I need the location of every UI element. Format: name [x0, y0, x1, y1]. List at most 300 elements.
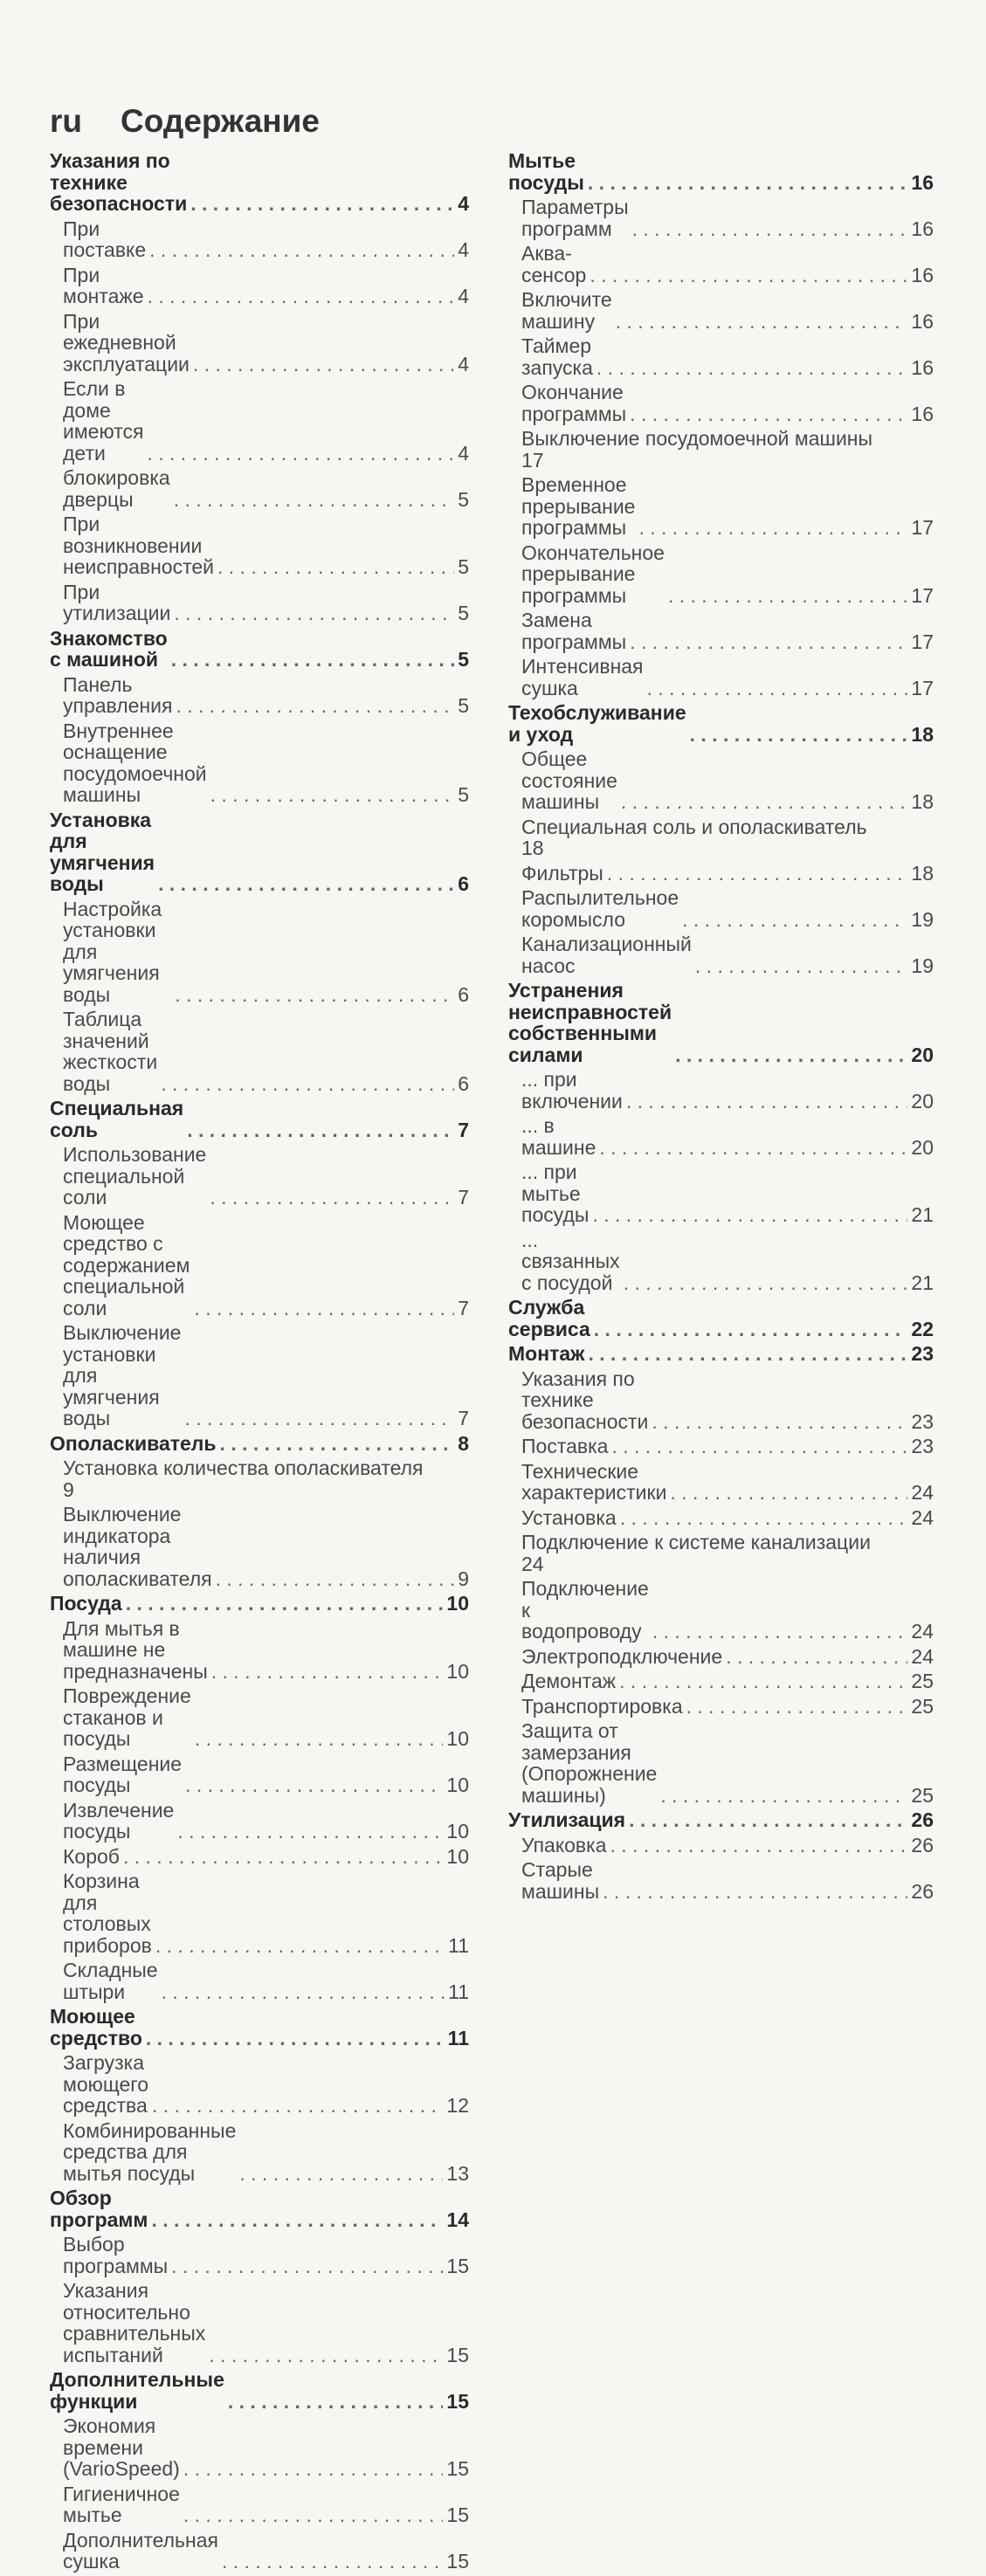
toc-section-entry — [50, 150, 469, 215]
toc-section-entry — [508, 1297, 934, 1340]
toc-page-number: 6 — [458, 982, 469, 1006]
toc-entry-title: Транспортировка — [521, 1694, 683, 1718]
toc-entry — [508, 1069, 934, 1112]
toc-page-number: 13 — [446, 2161, 469, 2185]
dot-leader — [621, 791, 907, 813]
toc-entry-title: Выбор программы — [63, 2233, 169, 2277]
toc-page-number: 11 — [448, 1933, 469, 1957]
toc-entry-title: Обзор программ — [50, 2187, 148, 2231]
page-title — [50, 103, 320, 140]
toc-entry — [508, 887, 934, 930]
toc-section-entry — [50, 809, 469, 895]
dot-leader — [695, 955, 908, 977]
toc-page-number: 5 — [458, 487, 469, 511]
toc-entry-title: Интенсивная сушка — [521, 655, 644, 699]
dot-leader — [239, 2163, 443, 2185]
toc-entry — [50, 2052, 469, 2117]
dot-leader — [161, 1073, 454, 1095]
toc-entry — [508, 196, 934, 239]
dot-leader — [588, 172, 908, 194]
dot-leader — [149, 239, 454, 261]
toc-entry-title: Поставка — [521, 1435, 609, 1457]
toc-entry-title: Указания относительно сравнительных испытаний — [63, 2279, 206, 2366]
toc-entry-title: Специальная соль и ополаскиватель — [521, 815, 867, 838]
dot-leader — [594, 1319, 908, 1340]
toc-section-entry — [508, 150, 934, 193]
toc-entry — [50, 2483, 469, 2526]
toc-entry — [508, 656, 934, 699]
toc-entry-title: Подключение к водопроводу — [521, 1577, 649, 1643]
toc-entry-title: Моющее средство с содержанием специальной соли — [63, 1210, 190, 1319]
dot-leader — [152, 2095, 443, 2117]
toc-entry-title: ... в машине — [521, 1114, 596, 1159]
toc-entry-title: Подключение к системе канализации — [521, 1531, 871, 1553]
dot-leader — [148, 286, 455, 307]
toc-page-number: 5 — [458, 783, 469, 806]
toc-page-number: 15 — [446, 2389, 469, 2413]
toc-page-number: 9 — [63, 1477, 74, 1501]
toc-section-entry — [50, 1098, 469, 1140]
toc-entry-title: Настройка установки для умягчения воды — [63, 897, 162, 1006]
dot-leader — [210, 784, 455, 806]
toc-entry — [508, 289, 934, 332]
toc-page-number: 4 — [458, 192, 469, 215]
toc-entry — [50, 467, 469, 510]
toc-page-number: 16 — [911, 309, 934, 333]
toc-entry-title: Окончательное прерывание программы — [521, 541, 665, 607]
toc-entry — [508, 1859, 934, 1902]
toc-entry — [508, 1646, 934, 1668]
toc-entry-title: Повреждение стаканов и посуды — [63, 1684, 191, 1750]
dot-leader — [123, 1846, 443, 1868]
toc-section-entry — [50, 2369, 469, 2412]
toc-page-number: 26 — [911, 1833, 934, 1856]
toc-entry — [50, 720, 469, 806]
toc-entry-title: Выключение посудомоечной машины — [521, 427, 873, 450]
toc-page-number: 23 — [911, 1409, 934, 1433]
dot-leader — [682, 909, 907, 931]
toc-entry — [508, 428, 934, 471]
toc-section-entry — [50, 1593, 469, 1615]
toc-entry — [50, 1322, 469, 1429]
toc-entry-title: Окончание программы — [521, 381, 627, 425]
toc-entry-title: Выключение индикатора наличия ополаскивателя — [63, 1503, 212, 1590]
toc-page-number: 16 — [911, 170, 934, 194]
dot-leader — [686, 1696, 908, 1718]
toc-entry — [508, 1368, 934, 1433]
dot-leader — [194, 1298, 454, 1319]
toc-page-number: 21 — [911, 1271, 934, 1294]
toc-entry-title: Таблица значений жесткости воды — [63, 1008, 158, 1095]
toc-entry-title: Устранения неисправностей собственными силами — [508, 979, 672, 1066]
toc-page-number: 11 — [447, 2026, 469, 2049]
toc-page-number: 6 — [458, 1071, 469, 1095]
toc-entry — [50, 2280, 469, 2366]
toc-entry — [50, 378, 469, 464]
toc-entry-title: Старые машины — [521, 1858, 600, 1903]
dot-leader — [210, 1187, 454, 1209]
dot-leader — [619, 1670, 907, 1692]
dot-leader — [216, 1568, 455, 1590]
toc-entry — [50, 1685, 469, 1750]
toc-entry-title: Утилизация — [508, 1808, 626, 1831]
toc-page-number: 4 — [458, 285, 469, 307]
toc-entry — [508, 382, 934, 424]
toc-entry — [508, 335, 934, 378]
toc-entry-title: При ежедневной эксплуатации — [63, 309, 190, 375]
toc-entry-title: Служба сервиса — [508, 1296, 590, 1340]
toc-entry — [50, 1618, 469, 1683]
toc-page-number: 24 — [521, 1552, 544, 1575]
toc-entry-title: Мытье посуды — [508, 149, 584, 194]
toc-entry — [508, 863, 934, 885]
toc-page-number: 20 — [911, 1043, 934, 1066]
dot-leader — [588, 1343, 907, 1365]
toc-entry — [508, 1720, 934, 1806]
toc-entry-title: Электроподключение — [521, 1644, 723, 1668]
dot-leader — [126, 1593, 444, 1615]
toc-page-number: 11 — [448, 1980, 469, 2003]
toc-page-number: 10 — [446, 1727, 469, 1750]
toc-entry-title: Фильтры — [521, 861, 603, 885]
toc-entry-title: Таймер запуска — [521, 334, 593, 379]
dot-leader — [187, 1119, 454, 1141]
toc-page-number: 10 — [446, 1844, 469, 1868]
toc-page-number: 15 — [446, 2550, 469, 2573]
toc-entry-title: Посуда — [50, 1592, 122, 1615]
toc-entry — [508, 542, 934, 607]
toc-entry-title: Внутреннее оснащение посудомоечной машины — [63, 719, 207, 806]
toc-page-number: 16 — [911, 263, 934, 286]
toc-entry — [508, 1436, 934, 1457]
dot-leader — [162, 1981, 445, 2003]
toc-page-number: 5 — [458, 602, 469, 624]
toc-entry-title: Знакомство с машиной — [50, 626, 168, 671]
toc-page-number: 5 — [458, 555, 469, 578]
toc-page-number: 10 — [446, 1592, 469, 1615]
toc-page-number: 24 — [911, 1644, 934, 1668]
dot-leader — [660, 1785, 907, 1807]
toc-page-number: 4 — [458, 352, 469, 375]
toc-page-number: 4 — [458, 238, 469, 261]
toc-entry — [50, 1212, 469, 1319]
toc-entry — [508, 816, 934, 859]
toc-entry-title: Установка — [521, 1505, 617, 1529]
toc-entry — [50, 1753, 469, 1796]
toc-section-entry — [508, 980, 934, 1065]
dot-leader — [174, 489, 455, 511]
toc-entry-title: Извлечение посуды — [63, 1798, 175, 1842]
toc-entry-title: Техобслуживание и уход — [508, 701, 686, 746]
toc-page-number: 23 — [911, 1342, 934, 1365]
toc-entry-title: Канализационный насос — [521, 933, 692, 977]
toc-entry-title: Для мытья в машине не предназначены — [63, 1616, 208, 1683]
toc-entry-title: Если в доме имеются дети — [63, 377, 144, 465]
toc-page-number: 17 — [911, 630, 934, 653]
toc-entry — [50, 1846, 469, 1868]
toc-page-number: 15 — [446, 2254, 469, 2277]
toc-column-left — [50, 150, 469, 2576]
contents-heading: Содержание — [121, 103, 320, 139]
dot-leader — [151, 2209, 443, 2231]
dot-leader — [190, 193, 454, 215]
toc-page-number: 26 — [911, 1808, 934, 1831]
dot-leader — [147, 443, 454, 465]
toc-entry-title: При монтаже — [63, 263, 144, 307]
toc-page-number: 23 — [911, 1435, 934, 1457]
toc-entry-title: Демонтаж — [521, 1670, 617, 1692]
toc-column-right — [508, 150, 934, 1905]
toc-page-number: 18 — [911, 861, 934, 885]
toc-page-number: 24 — [911, 1620, 934, 1643]
toc-entry — [508, 1461, 934, 1504]
toc-page-number: 15 — [446, 2457, 469, 2480]
dot-leader — [193, 354, 454, 375]
toc-entry — [508, 1161, 934, 1226]
toc-page-number: 24 — [911, 1505, 934, 1529]
toc-entry — [508, 748, 934, 813]
toc-page-number: 20 — [911, 1089, 934, 1112]
toc-section-entry — [50, 628, 469, 671]
toc-entry-title: Короб — [63, 1844, 120, 1868]
toc-entry — [508, 1670, 934, 1692]
toc-page-number: 19 — [911, 907, 934, 931]
toc-entry-title: Экономия времени (VarioSpeed) — [63, 2414, 180, 2480]
toc-entry — [508, 1578, 934, 1643]
toc-entry-title: При возникновении неисправностей — [63, 513, 215, 578]
toc-page-number: 7 — [458, 1186, 469, 1209]
toc-entry — [50, 674, 469, 717]
toc-entry-title: Панель управления — [63, 672, 173, 717]
toc-entry-title: Дополнительные функции — [50, 2368, 224, 2413]
toc-entry — [508, 1532, 934, 1574]
toc-entry-title: Защита от замерзания (Опорожнение машины) — [521, 1719, 658, 1807]
toc-entry — [50, 1457, 469, 1500]
dot-leader — [647, 678, 908, 699]
dot-leader — [610, 1835, 908, 1856]
dot-leader — [726, 1646, 907, 1668]
toc-entry — [50, 311, 469, 375]
toc-entry — [50, 265, 469, 307]
toc-entry-title: При утилизации — [63, 580, 171, 624]
toc-entry-title: ... при включении — [521, 1068, 623, 1112]
dot-leader — [603, 1881, 907, 1903]
toc-entry-title: Специальная соль — [50, 1097, 184, 1141]
toc-page-number: 22 — [911, 1317, 934, 1340]
dot-leader — [185, 1774, 443, 1796]
toc-page-number: 14 — [446, 2208, 469, 2231]
dot-leader — [632, 218, 908, 240]
toc-entry-title: Гигиеничное мытье — [63, 2482, 180, 2526]
toc-page-number: 9 — [458, 1567, 469, 1590]
dot-leader — [146, 2028, 445, 2049]
toc-page-number: 16 — [911, 217, 934, 240]
dot-leader — [183, 2504, 444, 2526]
toc-page-number: 25 — [911, 1694, 934, 1718]
toc-page-number: 7 — [458, 1407, 469, 1429]
toc-entry — [50, 2120, 469, 2185]
dot-leader — [675, 1044, 907, 1066]
toc-page-number: 8 — [458, 1431, 469, 1455]
toc-entry-title: Замена программы — [521, 609, 627, 653]
toc-entry — [508, 1835, 934, 1856]
toc-entry-title: Использование специальной соли — [63, 1143, 207, 1209]
toc-page-number: 5 — [458, 694, 469, 717]
toc-entry-title: Монтаж — [508, 1342, 585, 1365]
dot-leader — [690, 724, 908, 746]
dot-leader — [652, 1621, 908, 1643]
dot-leader — [222, 2551, 443, 2573]
toc-page-number: 25 — [911, 1783, 934, 1807]
dot-leader — [638, 517, 907, 539]
dot-leader — [171, 2256, 443, 2277]
toc-page-number: 12 — [446, 2094, 469, 2117]
dot-leader — [670, 1482, 907, 1504]
dot-leader — [607, 863, 908, 885]
dot-leader — [611, 1436, 907, 1457]
dot-leader — [630, 631, 907, 653]
toc-section-entry — [50, 1433, 469, 1455]
toc-entry — [50, 1009, 469, 1094]
toc-page-number: 17 — [911, 676, 934, 699]
dot-leader — [228, 2391, 444, 2413]
toc-entry-title: При поставке — [63, 217, 147, 261]
toc-page-number: 10 — [446, 1659, 469, 1683]
toc-page-number: 18 — [911, 790, 934, 813]
toc-section-entry — [508, 1809, 934, 1831]
dot-leader — [668, 585, 907, 607]
toc-entry — [50, 1504, 469, 1589]
toc-page-number: 15 — [446, 2504, 469, 2526]
toc-page-number: 17 — [911, 516, 934, 539]
toc-page-number: 21 — [911, 1203, 934, 1226]
toc-entry-title: Размещение посуды — [63, 1752, 183, 1796]
toc-entry-title: Аква-сенсор — [521, 242, 587, 286]
toc-entry-title: Выключение установки для умягчения воды — [63, 1321, 182, 1429]
toc-page-number: 24 — [911, 1481, 934, 1504]
dot-leader — [630, 403, 907, 425]
toc-entry-title: Технические характеристики — [521, 1459, 667, 1504]
dot-leader — [592, 1204, 907, 1226]
toc-entry-title: Упаковка — [521, 1833, 607, 1856]
toc-entry-title: Моющее средство — [50, 2005, 142, 2049]
toc-page-number: 5 — [458, 648, 469, 671]
dot-leader — [590, 265, 907, 286]
toc-entry — [50, 2415, 469, 2480]
toc-page-number: 19 — [911, 954, 934, 977]
toc-entry-title: ... при мытье посуды — [521, 1161, 590, 1226]
toc-entry-title: Загрузка моющего средства — [63, 2051, 148, 2117]
dot-leader — [184, 1408, 454, 1429]
dot-leader — [652, 1411, 907, 1433]
dot-leader — [158, 873, 454, 895]
toc-entry-title: ... связанных с посудой — [521, 1228, 620, 1294]
toc-entry-title: Параметры программ — [521, 196, 629, 240]
dot-leader — [176, 695, 454, 717]
toc-entry — [50, 2234, 469, 2276]
toc-entry-title: Установка количества ополаскивателя — [63, 1457, 424, 1479]
dot-leader — [624, 1272, 908, 1294]
toc-page-number: 16 — [911, 402, 934, 425]
toc-entry-title: Ополаскиватель — [50, 1431, 217, 1455]
toc-entry — [50, 1870, 469, 1956]
toc-entry-title: Складные штыри — [63, 1959, 158, 2003]
dot-leader — [616, 311, 908, 333]
toc-page-number: 26 — [911, 1879, 934, 1903]
toc-entry — [50, 513, 469, 578]
dot-leader — [629, 1809, 907, 1831]
toc-entry — [50, 1144, 469, 1209]
dot-leader — [211, 1661, 444, 1683]
dot-leader — [620, 1507, 908, 1529]
dot-leader — [171, 649, 455, 671]
dot-leader — [626, 1091, 908, 1112]
toc-entry-title: Установка для умягчения воды — [50, 808, 155, 895]
toc-page-number: 16 — [911, 355, 934, 379]
toc-entry-title: Временное прерывание программы — [521, 473, 636, 539]
dot-leader — [209, 2345, 443, 2366]
toc-page-number: 17 — [911, 583, 934, 607]
toc-entry — [508, 1229, 934, 1294]
toc-entry — [50, 2530, 469, 2573]
toc-entry-title: Указания по технике безопасности — [521, 1367, 649, 1433]
toc-page-number: 17 — [521, 448, 544, 472]
toc-entry — [508, 933, 934, 976]
toc-page-number: 10 — [446, 1820, 469, 1842]
toc-entry-title: Общее состояние машины — [521, 747, 617, 813]
toc-page-number: 15 — [446, 2343, 469, 2366]
toc-section-entry — [508, 702, 934, 745]
dot-leader — [195, 1728, 444, 1750]
toc-entry — [50, 899, 469, 1006]
toc-page-number: 18 — [911, 722, 934, 746]
dot-leader — [155, 1935, 445, 1957]
dot-leader — [174, 603, 454, 624]
toc-entry-title: Корзина для столовых приборов — [63, 1870, 152, 1957]
toc-entry — [50, 1960, 469, 2002]
toc-entry-title: блокировка дверцы — [63, 466, 170, 511]
toc-page-number: 25 — [911, 1670, 934, 1692]
language-code: ru — [50, 103, 82, 139]
toc-page-number: 6 — [458, 872, 469, 895]
toc-entry — [508, 1115, 934, 1158]
toc-section-entry — [50, 2006, 469, 2049]
dot-leader — [217, 556, 454, 578]
dot-leader — [599, 1137, 907, 1159]
toc-page-number: 7 — [458, 1118, 469, 1141]
toc-entry — [508, 610, 934, 652]
toc-section-entry — [508, 1343, 934, 1365]
toc-entry — [50, 218, 469, 261]
toc-page-number: 10 — [446, 1774, 469, 1796]
toc-section-entry — [50, 2187, 469, 2230]
toc-page-number: 20 — [911, 1135, 934, 1159]
dot-leader — [596, 357, 908, 379]
toc-entry — [508, 1696, 934, 1718]
toc-entry-title: Распылительное коромысло — [521, 886, 679, 931]
toc-entry-title: Включите машину — [521, 288, 612, 333]
toc-entry — [50, 582, 469, 624]
toc-entry — [50, 1800, 469, 1842]
toc-entry — [508, 243, 934, 286]
toc-entry-title: Дополнительная сушка — [63, 2528, 218, 2573]
toc-page-number: 7 — [458, 1296, 469, 1319]
dot-leader — [220, 1433, 455, 1455]
toc-entry-title: Указания по технике безопасности — [50, 149, 188, 215]
toc-page-number: 4 — [458, 441, 469, 465]
toc-entry-title: Комбинированные средства для мытья посуды — [63, 2118, 237, 2185]
dot-leader — [183, 2458, 444, 2480]
